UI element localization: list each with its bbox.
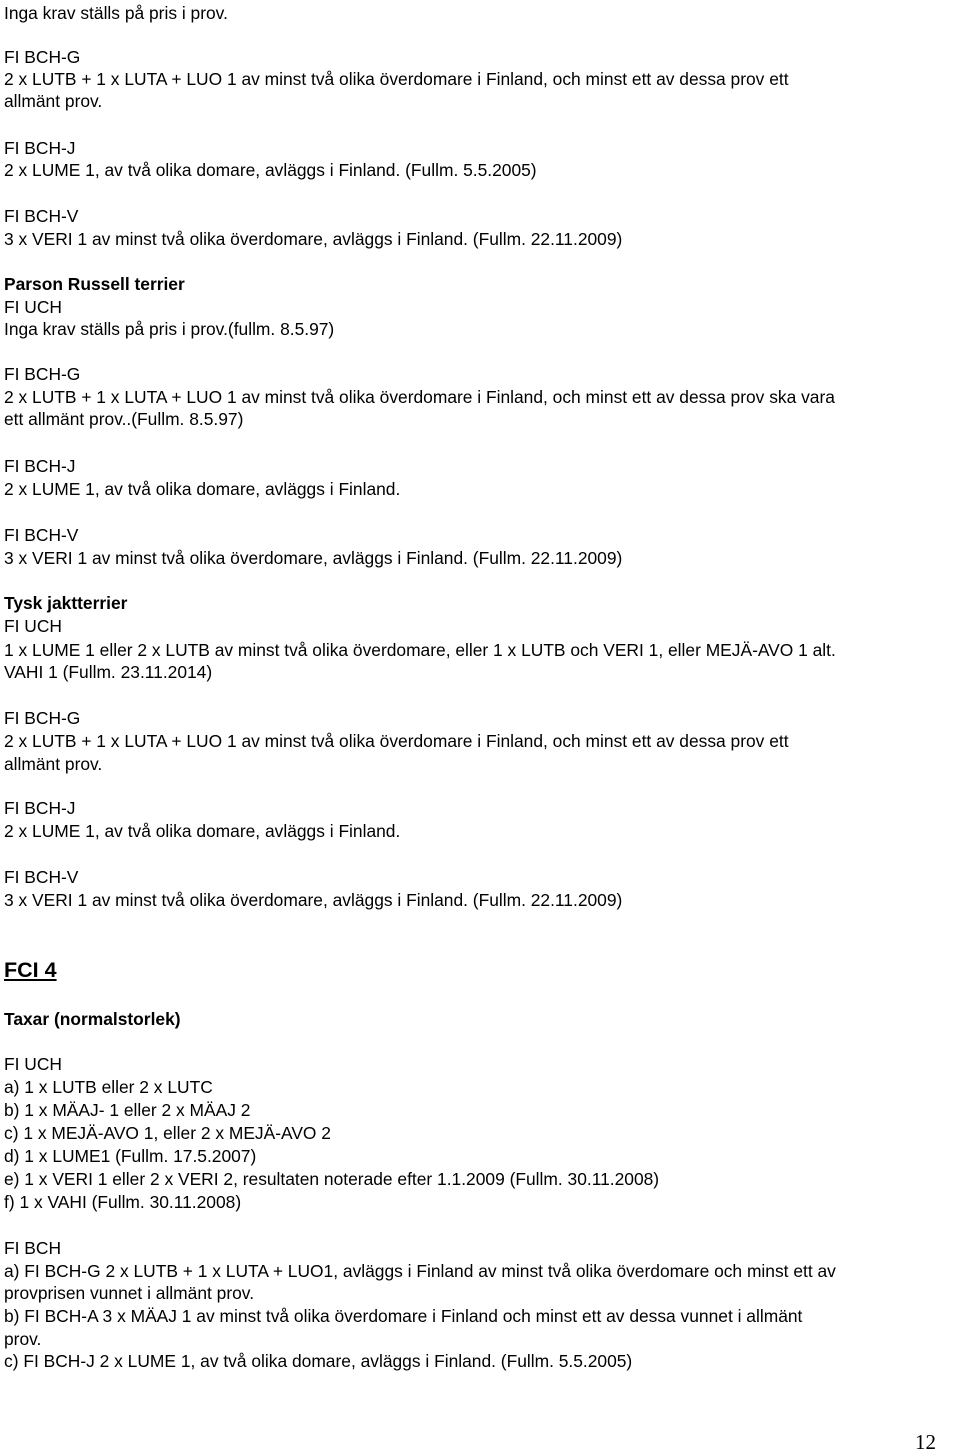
section-label: FI BCH-G	[4, 47, 81, 67]
section-label: FI BCH-J	[4, 798, 76, 818]
text-line: 1 x LUME 1 eller 2 x LUTB av minst två olika överdomare, eller 1 x LUTB och VERI 1, eller MEJÄ-AVO 1 alt.	[4, 640, 836, 660]
text-line: Inga krav ställs på pris i prov.	[4, 3, 228, 23]
section-label: FI UCH	[4, 616, 62, 636]
group-heading: FCI 4	[4, 958, 57, 982]
text-line: 2 x LUTB + 1 x LUTA + LUO 1 av minst två olika överdomare i Finland, och minst ett av dessa prov ska vara	[4, 387, 835, 407]
text-line: Inga krav ställs på pris i prov.(fullm. 8.5.97)	[4, 319, 335, 339]
section-label: FI BCH-V	[4, 206, 79, 226]
section-label: FI UCH	[4, 1054, 62, 1074]
breed-heading: Taxar (normalstorlek)	[4, 1009, 181, 1029]
text-line: 2 x LUME 1, av två olika domare, avläggs i Finland. (Fullm. 5.5.2005)	[4, 160, 537, 180]
list-item: e) 1 x VERI 1 eller 2 x VERI 2, resultaten noterade efter 1.1.2009 (Fullm. 30.11.2008)	[4, 1169, 660, 1189]
section-label: FI BCH-G	[4, 364, 81, 384]
list-item: a) FI BCH-G 2 x LUTB + 1 x LUTA + LUO1, avläggs i Finland av minst två olika överdomare och minst ett av	[4, 1261, 836, 1281]
text-line: prov.	[4, 1329, 42, 1349]
list-item: b) FI BCH-A 3 x MÄAJ 1 av minst två olika överdomare i Finland och minst ett av dessa vunnet i allmänt	[4, 1306, 803, 1326]
text-line: allmänt prov.	[4, 91, 103, 111]
section-label: FI BCH-J	[4, 456, 76, 476]
text-line: 3 x VERI 1 av minst två olika överdomare, avläggs i Finland. (Fullm. 22.11.2009)	[4, 890, 623, 910]
section-label: FI BCH	[4, 1238, 62, 1258]
text-line: 3 x VERI 1 av minst två olika överdomare, avläggs i Finland. (Fullm. 22.11.2009)	[4, 548, 623, 568]
text-line: 2 x LUTB + 1 x LUTA + LUO 1 av minst två olika överdomare i Finland, och minst ett av dessa prov ett	[4, 731, 789, 751]
section-label: FI UCH	[4, 297, 62, 317]
text-line: 2 x LUME 1, av två olika domare, avläggs i Finland.	[4, 479, 401, 499]
text-line: 3 x VERI 1 av minst två olika överdomare, avläggs i Finland. (Fullm. 22.11.2009)	[4, 229, 623, 249]
list-item: f) 1 x VAHI (Fullm. 30.11.2008)	[4, 1192, 242, 1212]
list-item: d) 1 x LUME1 (Fullm. 17.5.2007)	[4, 1146, 257, 1166]
text-line: ett allmänt prov..(Fullm. 8.5.97)	[4, 409, 244, 429]
list-item: b) 1 x MÄAJ- 1 eller 2 x MÄAJ 2	[4, 1100, 251, 1120]
list-item: a) 1 x LUTB eller 2 x LUTC	[4, 1077, 213, 1097]
section-label: FI BCH-V	[4, 867, 79, 887]
text-line: provprisen vunnet i allmänt prov.	[4, 1283, 255, 1303]
page-number: 12	[915, 1430, 936, 1454]
text-line: VAHI 1 (Fullm. 23.11.2014)	[4, 662, 213, 682]
text-line: 2 x LUTB + 1 x LUTA + LUO 1 av minst två olika överdomare i Finland, och minst ett av dessa prov ett	[4, 69, 789, 89]
breed-heading: Parson Russell terrier	[4, 274, 185, 294]
text-line: 2 x LUME 1, av två olika domare, avläggs i Finland.	[4, 821, 401, 841]
list-item: c) FI BCH-J 2 x LUME 1, av två olika domare, avläggs i Finland. (Fullm. 5.5.2005)	[4, 1351, 633, 1371]
breed-heading: Tysk jaktterrier	[4, 593, 128, 613]
section-label: FI BCH-V	[4, 525, 79, 545]
section-label: FI BCH-G	[4, 708, 81, 728]
list-item: c) 1 x MEJÄ-AVO 1, eller 2 x MEJÄ-AVO 2	[4, 1123, 331, 1143]
section-label: FI BCH-J	[4, 138, 76, 158]
text-line: allmänt prov.	[4, 754, 103, 774]
